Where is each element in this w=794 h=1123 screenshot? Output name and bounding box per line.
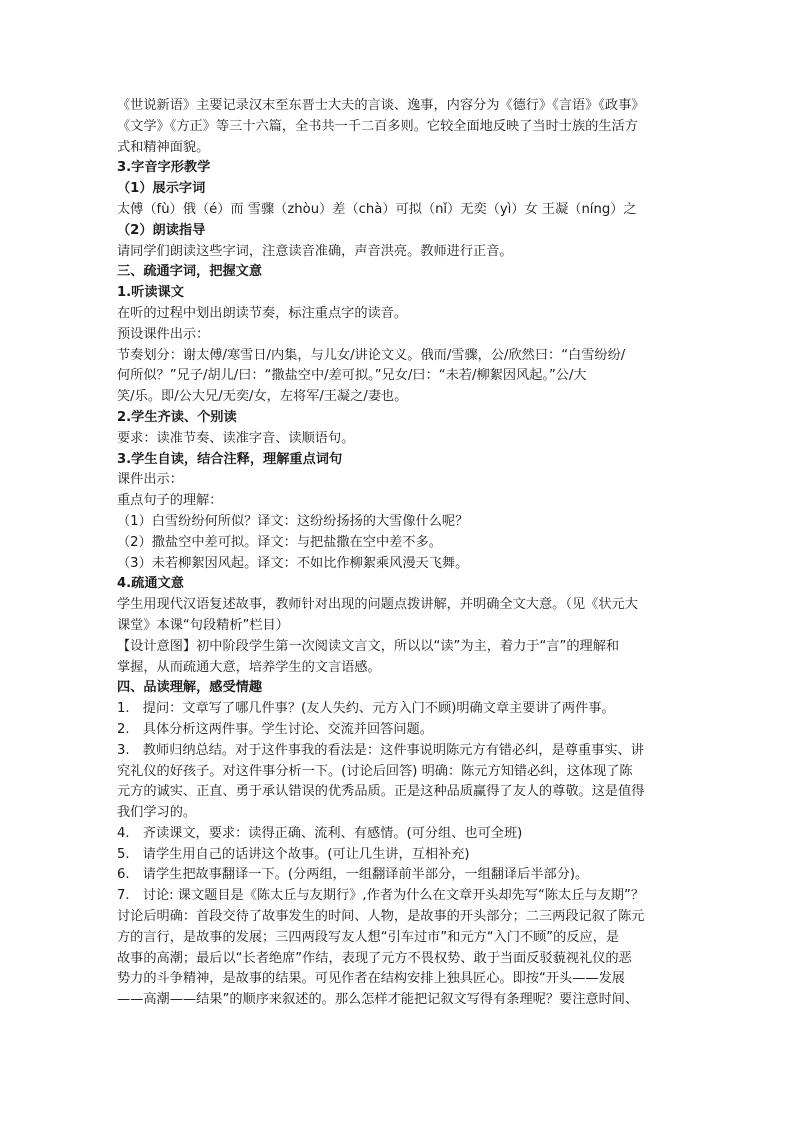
text-line: 究礼仪的好孩子。对这件事分析一下。(讨论后回答) 明确：陈元方知错必纠，这体现了陈: [117, 763, 633, 779]
text-line: 《世说新语》主要记录汉末至东晋士大夫的言谈、逸事，内容分为《德行》《言语》《政事》: [117, 98, 645, 113]
text-line: 我们学习的。: [117, 805, 197, 821]
text-line: 1. 提问：文章写了哪几件事？(友人失约、元方入门不顾)明确文章主要讲了两件事。: [117, 701, 615, 717]
text-line: 课件出示：: [117, 472, 183, 488]
section-heading: 2.学生齐读、个别读: [117, 409, 237, 425]
text-line: 请同学们朗读这些字词，注意读音准确，声音洪亮。教师进行正音。: [117, 243, 513, 259]
section-heading: 3.字音字形教学: [117, 160, 211, 176]
text-line: 预设课件出示：: [117, 326, 210, 342]
section-heading: 4.疏通文意: [117, 576, 184, 592]
text-line: 6. 请学生把故事翻译一下。(分两组，一组翻译前半部分，一组翻译后半部分)。: [117, 867, 589, 883]
text-line: 7. 讨论: 课文题目是《陈太丘与友期行》,作者为什么在文章开头却先写“陈太丘与友期”？: [117, 888, 645, 904]
text-line: 学生用现代汉语复述故事，教师针对出现的问题点拨讲解，并明确全文大意。（见《状元大: [117, 597, 638, 613]
text-line: 在听的过程中划出朗读节奏，标注重点字的读音。: [117, 305, 408, 321]
section-heading: 三、疏通字词，把握文意: [117, 264, 263, 280]
text-line: 讨论后明确：首段交待了故事发生的时间、人物，是故事的开头部分；二三两段记叙了陈元: [117, 909, 645, 925]
text-line: 太傅（fù）俄（é）而 雪骤（zhòu）差（chà）可拟（nǐ）无奕（yì）女 王凝（níng）之: [117, 201, 637, 217]
text-line: （3）未若柳絮因风起。译文：不如比作柳絮乘风漫天飞舞。: [117, 555, 469, 571]
text-line: 课堂》本课“句段精析”栏目）: [117, 617, 289, 633]
section-heading: 3.学生自读，结合注释，理解重点词句: [117, 451, 343, 467]
text-line: 4. 齐读课文，要求：读得正确、流利、有感情。(可分组、也可全班): [117, 825, 523, 841]
text-line: 5. 请学生用自己的话讲这个故事。(可让几生讲，互相补充): [117, 846, 470, 862]
text-line: 方的言行，是故事的发展；三四两段写友人想“引车过市”和元方“入门不顾”的反应，是: [117, 929, 620, 945]
text-line: 重点句子的理解：: [117, 493, 223, 509]
section-heading: 四、品读理解，感受情趣: [117, 680, 263, 696]
text-line: 式和精神面貌。: [117, 139, 210, 155]
text-line: 【设计意图】初中阶段学生第一次阅读文言文，所以以“读”为主，着力于“言”的理解和: [117, 638, 620, 654]
text-line: ——高潮——结果”的顺序来叙述的。那么怎样才能把记叙文写得有条理呢？要注意时间、: [117, 992, 639, 1008]
text-line: 故事的高潮；最后以“长者绝席”作结，表现了元方不畏权势、敢于当面反驳藐视礼仪的恶: [117, 950, 632, 966]
text-line: 何所似？”兄子/胡儿/曰：“撒盐空中/差可拟。”兄女/曰：“未若/柳絮因风起。”公/大: [117, 368, 587, 384]
text-line: 笑/乐。即/公大兄/无奕/女，左将军/王凝之/妻也。: [117, 389, 408, 405]
document-body: [117, 96, 689, 1011]
text-line: 《文学》《方正》等三十六篇，全书共一千二百多则。它较全面地反映了当时士族的生活方: [117, 118, 638, 134]
text-line: （2）撒盐空中差可拟。译文：与把盐撒在空中差不多。: [117, 534, 442, 550]
text-line: （1）白雪纷纷何所似？译文：这纷纷扬扬的大雪像什么呢？: [117, 513, 469, 529]
text-line: 元方的诚实、正直、勇于承认错误的优秀品质。正是这种品质赢得了友人的尊敬。这是值得: [117, 784, 645, 800]
text-line: 势力的斗争精神，是故事的结果。可见作者在结构安排上独具匠心。即按“开头——发展: [117, 971, 625, 987]
text-line: 节奏划分：谢太傅/寒雪日/内集，与儿女/讲论文义。俄而/雪骤，公/欣然曰：“白雪纷纷/: [117, 347, 626, 363]
text-line: 2. 具体分析这两件事。学生讨论、交流并回答问题。: [117, 721, 433, 737]
section-heading: 1.听读课文: [117, 285, 184, 301]
text-line: 要求：读准节奏、读准字音、读顺语句。: [117, 430, 355, 446]
text-line: 掌握，从而疏通大意，培养学生的文言语感。: [117, 659, 381, 675]
text-line: 3. 教师归纳总结。对于这件事我的看法是：这件事说明陈元方有错必纠，是尊重事实、讲: [117, 742, 644, 758]
section-heading: （2）朗读指导: [117, 222, 206, 238]
section-heading: （1）展示字词: [117, 181, 206, 197]
